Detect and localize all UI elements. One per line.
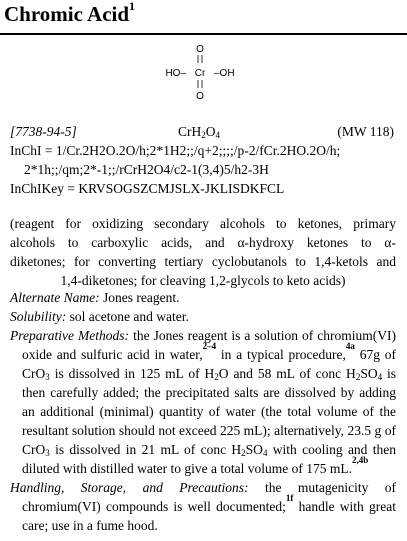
uses-line-1: (reagent for oxidizing secondary alcohols to ketones, primary <box>10 216 396 231</box>
uses-line-2: alcohols to carboxylic acids, and α-hydroxy ketones to α- <box>10 235 396 250</box>
inchi-line-1: InChI = 1/Cr.2H2O.2O/h;2*1H2;;/q+2;;;;/p-2/fCr.2HO.2O/h; <box>10 143 341 158</box>
title-rule <box>0 33 407 35</box>
title-text: Chromic Acid <box>4 2 130 26</box>
reference-2-4b: 2,4b <box>351 455 369 465</box>
alternate-name-section <box>10 288 396 307</box>
preparative-methods-section: Preparative Methods: the Jones reagent is a solution of chromium(VI) oxide and sulfuric acid in water,$^{2-4}$ in a typical procedure,$^{4a}$ 67g of CrO$_3$ is dissolved in 125 mL of $H_2O$ and 58 mL of conc $H_2SO_4$ is then carefully added; the precipitated salts are dissolved by adding an additional (minimal) quantity of water (the total volume of the resultant solution should not exceed 225 mL); alternatively, 23.5 g of CrO$_3$ is dissolved in 21 mL of conc $H_2SO_4$ with cooling and then diluted with distilled water to give a total volume of 175 mL.$^{2,4b}$ <box>10 328 397 476</box>
inchikey: InChIKey = KRVSOGSZCMJSLX-JKLISDKFCL <box>10 181 285 196</box>
reference-2-4: 2–4 <box>202 341 217 351</box>
alternate-name-label: Alternate Name: <box>10 290 100 305</box>
monograph-body <box>10 288 396 535</box>
reference-1f: 1f <box>285 493 294 503</box>
uses-line-3: diketones; for converting tertiary cyclobutanols to 1,4-ketols and <box>10 254 396 269</box>
solubility-label: Solubility: <box>10 309 67 324</box>
structure-right-hydroxyl: –OH <box>214 68 235 79</box>
solubility-section <box>10 307 396 326</box>
cas-number: [7738-94-5] <box>10 124 77 139</box>
solubility-text: sol acetone and water. <box>69 309 189 324</box>
uses-line-4: 1,4-diketones; for cleaving 1,2-glycols to keto acids) <box>60 273 346 288</box>
cas-formula-row <box>10 122 394 141</box>
structure-left-hydroxyl: HO– <box>165 68 186 79</box>
page-title <box>4 2 135 26</box>
uses-paragraph <box>10 214 396 290</box>
handling-section: Handling, Storage, and Precautions: the mutagenicity of chromium(VI) compounds is well documented;$^{1f}$ handle with great care; use in a fume hood. <box>10 480 397 533</box>
molecular-weight: (MW 118) <box>337 124 394 139</box>
reference-4a: 4a <box>345 341 355 351</box>
title-reference: 1 <box>129 0 136 13</box>
structure-chromium: Cr <box>194 68 206 79</box>
handling-label: Handling, Storage, and Precautions: <box>10 480 249 495</box>
structure-bottom-oxygen: O <box>196 91 204 102</box>
alternate-name-text: Jones reagent. <box>102 290 180 305</box>
inchi-line-2: 2*1h;;/qm;2*-1;;/rCrH2O4/c2-1(3,4)5/h2-3H <box>24 162 269 177</box>
molecular-formula: $CrH_2O_4$ <box>178 124 220 140</box>
structure-top-oxygen: O <box>196 44 204 55</box>
chromic-acid-structure <box>160 40 240 110</box>
preparative-methods-label: Preparative Methods: <box>10 328 130 343</box>
identifiers-block <box>10 122 394 198</box>
